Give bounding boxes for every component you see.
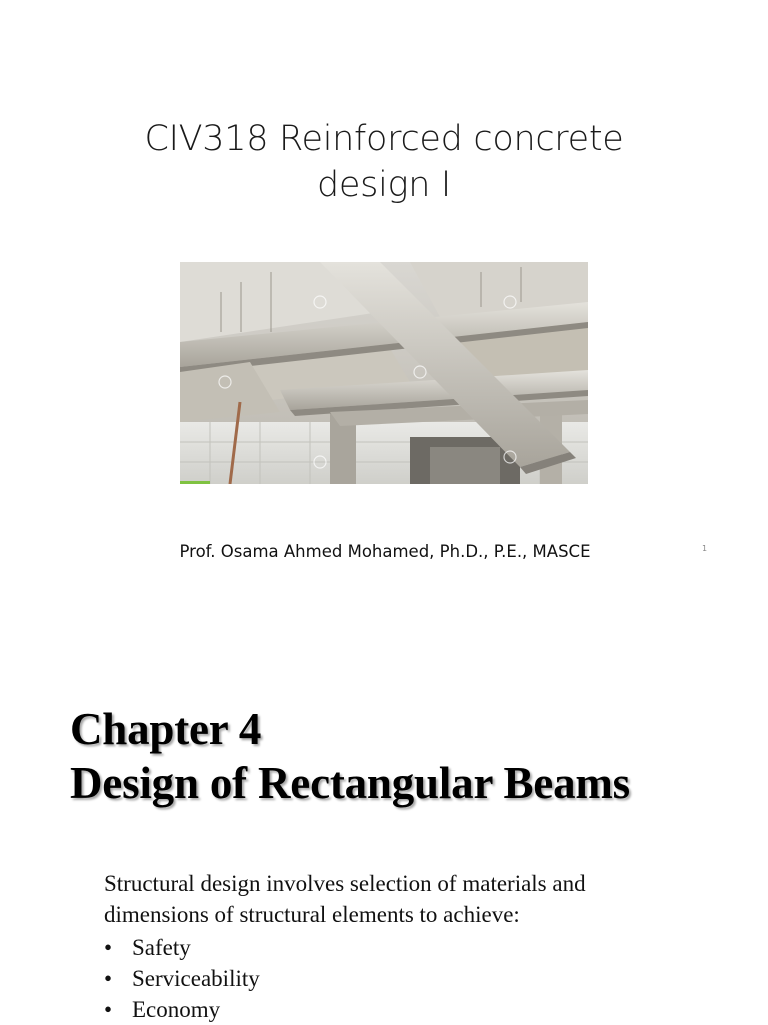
slide-title-line-2: design I bbox=[317, 165, 451, 205]
list-item-label: Serviceability bbox=[132, 966, 260, 991]
list-item bbox=[104, 963, 260, 994]
slide-title bbox=[60, 116, 708, 208]
bullet-symbol: • bbox=[104, 966, 113, 991]
concrete-ceiling-photo bbox=[180, 262, 588, 484]
author-credit: Prof. Osama Ahmed Mohamed, Ph.D., P.E., MASCE bbox=[179, 542, 591, 561]
list-item-label: Economy bbox=[132, 997, 221, 1022]
slide-title-line-1: CIV318 Reinforced concrete bbox=[144, 119, 624, 159]
chapter-name: Design of Rectangular Beams bbox=[70, 758, 630, 808]
bullet-symbol: • bbox=[104, 997, 113, 1022]
slide-number: 1 bbox=[702, 544, 708, 553]
chapter-number: Chapter 4 bbox=[70, 704, 262, 754]
concrete-ceiling-illustration bbox=[180, 262, 588, 484]
list-item bbox=[104, 932, 260, 963]
chapter-slide bbox=[0, 600, 768, 1024]
intro-paragraph: Structural design involves selection of materials and dimensions of structural elements to achieve: bbox=[104, 871, 586, 927]
list-item bbox=[104, 994, 260, 1025]
bullet-symbol: • bbox=[104, 935, 113, 960]
list-item-label: Safety bbox=[132, 935, 191, 960]
design-goals-list bbox=[104, 932, 260, 1025]
chapter-heading bbox=[70, 702, 630, 810]
